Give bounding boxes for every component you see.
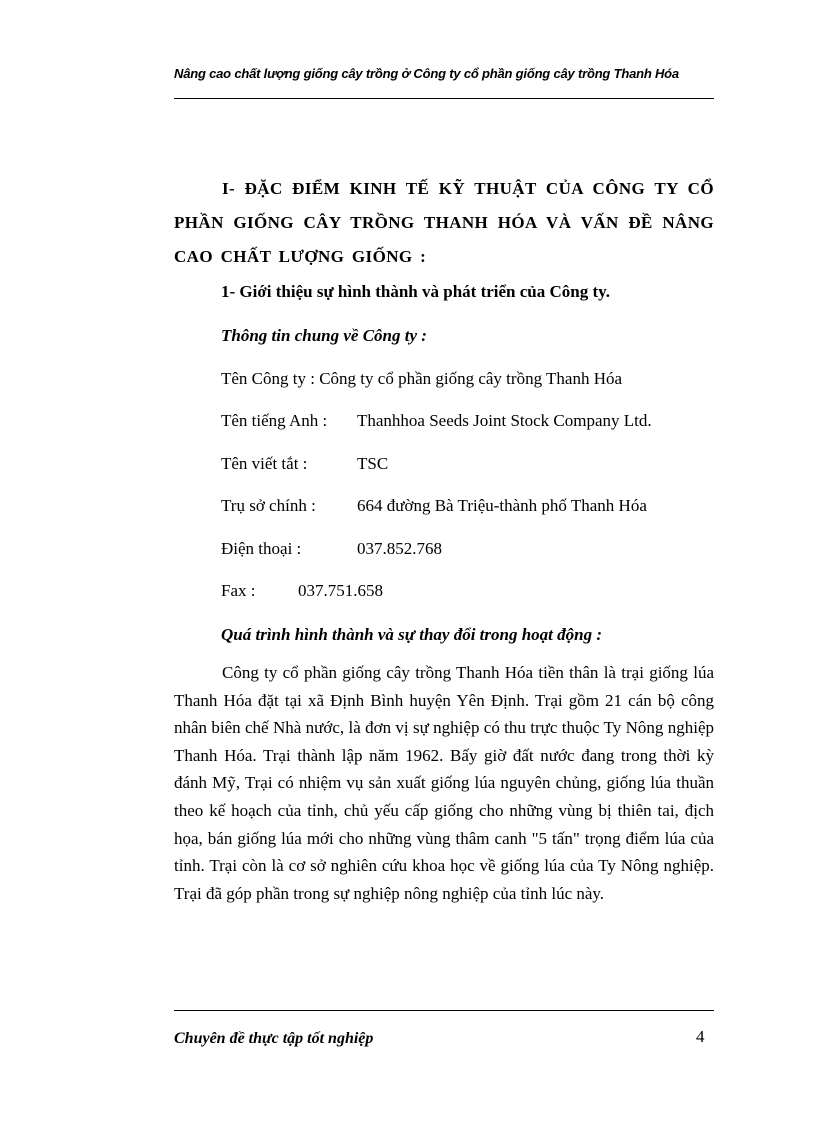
phone-label: Điện thoại :: [221, 539, 302, 558]
company-name-line: Tên Công ty : Công ty cổ phần giống cây trồng Thanh Hóa: [221, 369, 623, 388]
header-divider: [174, 98, 714, 99]
english-name-value: Thanhhoa Seeds Joint Stock Company Ltd.: [357, 411, 652, 430]
general-info-heading: Thông tin chung về Công ty :: [221, 326, 427, 345]
headquarters-label: Trụ sở chính :: [221, 496, 316, 515]
history-heading: Quá trình hình thành và sự thay đổi trong hoạt động :: [221, 625, 603, 644]
english-name-label: Tên tiếng Anh :: [221, 411, 328, 430]
section-title: I- ĐẶC ĐIỂM KINH TẾ KỸ THUẬT CỦA CÔNG TY CỔ PHẦN GIỐNG CÂY TRỒNG THANH HÓA VÀ VẤN ĐỀ NÂNG CAO CHẤT LƯỢNG GIỐNG :: [174, 179, 714, 266]
history-paragraph: Công ty cổ phần giống cây trồng Thanh Hóa tiền thân là trại giống lúa Thanh Hóa đặt tại xã Định Bình huyện Yên Định. Trại gồm 21 cán bộ công nhân biên chế Nhà nước, là đơn vị sự nghiệp có thu trực thuộc Ty Nông nghiệp Thanh Hóa. Trại thành lập năm 1962. Bấy giờ đất nước đang trong thời kỳ đánh Mỹ, Trại có nhiệm vụ sản xuất giống lúa nguyên chủng, giống lúa thuần theo kế hoạch của tỉnh, chủ yếu cấp giống cho những vùng bị thiên tai, địch họa, bán giống lúa mới cho những vùng thâm canh "5 tấn" trọng điểm lúa của tỉnh. Trại còn là cơ sở nghiên cứu khoa học về giống lúa của Ty Nông nghiệp. Trại đã góp phần trong sự nghiệp nông nghiệp của tỉnh lúc này.: [174, 663, 714, 903]
subsection-title: 1- Giới thiệu sự hình thành và phát triển của Công ty.: [221, 282, 610, 301]
abbreviation-label: Tên viết tắt :: [221, 454, 308, 473]
headquarters-value: 664 đường Bà Triệu-thành phố Thanh Hóa: [357, 496, 647, 515]
page-number: 4: [696, 1027, 705, 1046]
fax-line: Fax : 037.751.658: [221, 581, 383, 600]
footer-divider: [174, 1010, 714, 1011]
abbreviation-value: TSC: [357, 454, 389, 473]
footer-title: Chuyên đề thực tập tốt nghiệp: [174, 1030, 374, 1047]
phone-value: 037.852.768: [357, 539, 442, 558]
header-title: Nâng cao chất lượng giống cây trồng ở Công ty cổ phần giống cây trồng Thanh Hóa: [174, 66, 679, 81]
